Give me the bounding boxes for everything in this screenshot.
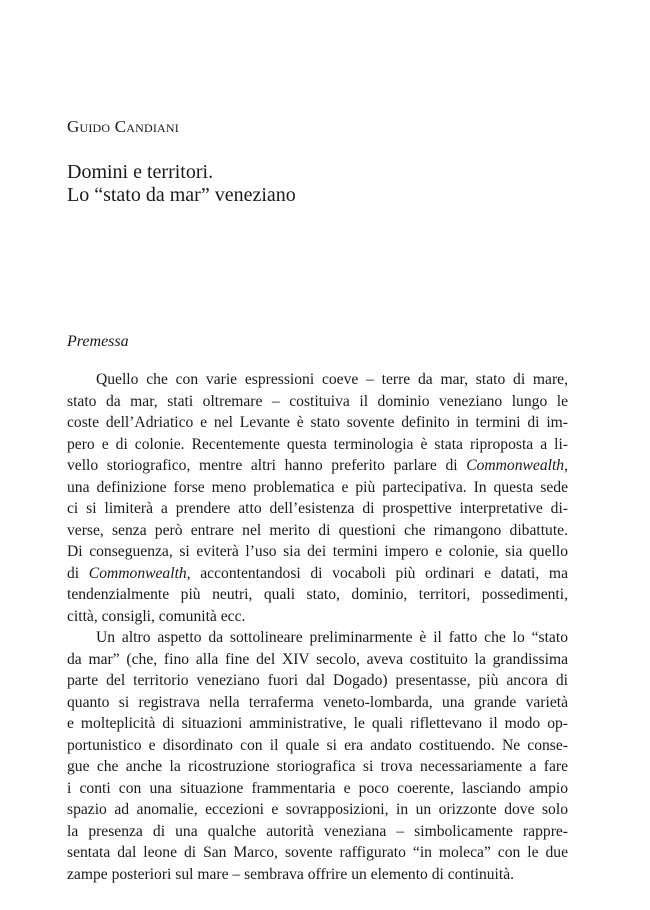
text-run: zampe posteriori sul mare – sembrava offrire un elemento di continuità. [67,865,515,883]
text-line [67,713,568,735]
text-run: portunistico e disordinato con il quale si era andato costituendo. Ne conse- [67,736,568,754]
text-line [67,477,568,499]
text-run: spazio ad anomalie, eccezioni e sovrapposizioni, in un orizzonte dove solo [67,801,568,818]
text-line [67,756,568,778]
chapter-title-line-2: Lo “stato da mar” veneziano [67,184,296,206]
text-line [67,391,568,413]
text-line [67,799,568,821]
text-run: pero e di colonie. Recentemente questa terminologia è stata riproposta a li- [67,435,568,453]
text-run: ci si limiterà a prendere atto dell’esistenza di prospettive interpretative di- [67,500,568,517]
italic-term: Commonwealth [88,564,187,582]
text-line [67,692,568,714]
text-run: Quello che con varie espressioni coeve – terre da mar, stato di mare, [96,371,568,388]
text-run: sentata dal leone di San Marco, sovente raffigurato “in moleca” con le due [67,844,568,861]
text-line [67,778,568,800]
text-run: quanto si registrava nella terraferma veneto-lombarda, una grande varietà [67,693,568,711]
text-line [67,842,568,864]
text-run: , accontentandosi di vocaboli più ordinari e datati, ma [186,564,568,582]
body-text [67,369,568,885]
text-line [67,584,568,606]
text-run: gue che anche la ricostruzione storiografica si trova necessariamente a fare [67,758,568,775]
text-run: stato da mar, stati oltremare – costituiva il dominio veneziano lungo le [67,392,568,410]
text-line [67,735,568,757]
paragraph [67,627,568,885]
text-run: una definizione forse meno problematica e più partecipativa. In questa sede [67,478,568,496]
text-line [67,627,568,649]
text-run: di [67,564,89,582]
section-heading: Premessa [67,333,129,350]
italic-term: Commonwealth [466,457,565,474]
text-line [67,606,568,628]
text-run: i conti con una situazione frammentaria e poco coerente, lasciando ampio [67,779,568,797]
text-run: Un altro aspetto da sottolineare preliminarmente è il fatto che lo “stato [96,629,568,646]
text-run: tendenzialmente più neutri, quali stato, dominio, territori, possedimenti, [67,586,568,603]
text-line [67,434,568,456]
text-run: Di conseguenza, si eviterà l’uso sia dei termini impero e colonie, sia quello [67,543,568,560]
text-run: e molteplicità di situazioni amministrative, le quali riflettevano il modo op- [67,715,568,732]
text-line [67,649,568,671]
text-run: città, consigli, comunità ecc. [67,607,246,625]
text-line [67,455,568,477]
text-line [67,520,568,542]
text-run: da mar” (che, fino alla fine del XIV secolo, aveva costituito la grandissima [67,650,568,668]
paragraph [67,369,568,627]
text-run: coste dell’Adriatico e nel Levante è stato sovente definito in termini di im- [67,414,568,431]
text-line [67,541,568,563]
text-line [67,563,568,585]
text-line [67,498,568,520]
text-line [67,670,568,692]
chapter-title [67,161,296,207]
text-run: la presenza di una qualche autorità veneziana – simbolicamente rappre- [67,822,568,840]
text-run: verse, senza però entrare nel merito di questioni che rimangono dibattute. [67,521,568,539]
text-line [67,821,568,843]
chapter-title-line-1: Domini e territori. [67,161,214,183]
text-line [67,864,568,886]
text-line [67,412,568,434]
text-run: parte del territorio veneziano fuori dal Dogado) presentasse, più ancora di [67,672,568,689]
text-run: , [564,457,568,474]
text-run: vello storiografico, mentre altri hanno preferito parlare di [67,457,467,474]
text-line [67,369,568,391]
author-name: Guido Candiani [67,117,179,136]
